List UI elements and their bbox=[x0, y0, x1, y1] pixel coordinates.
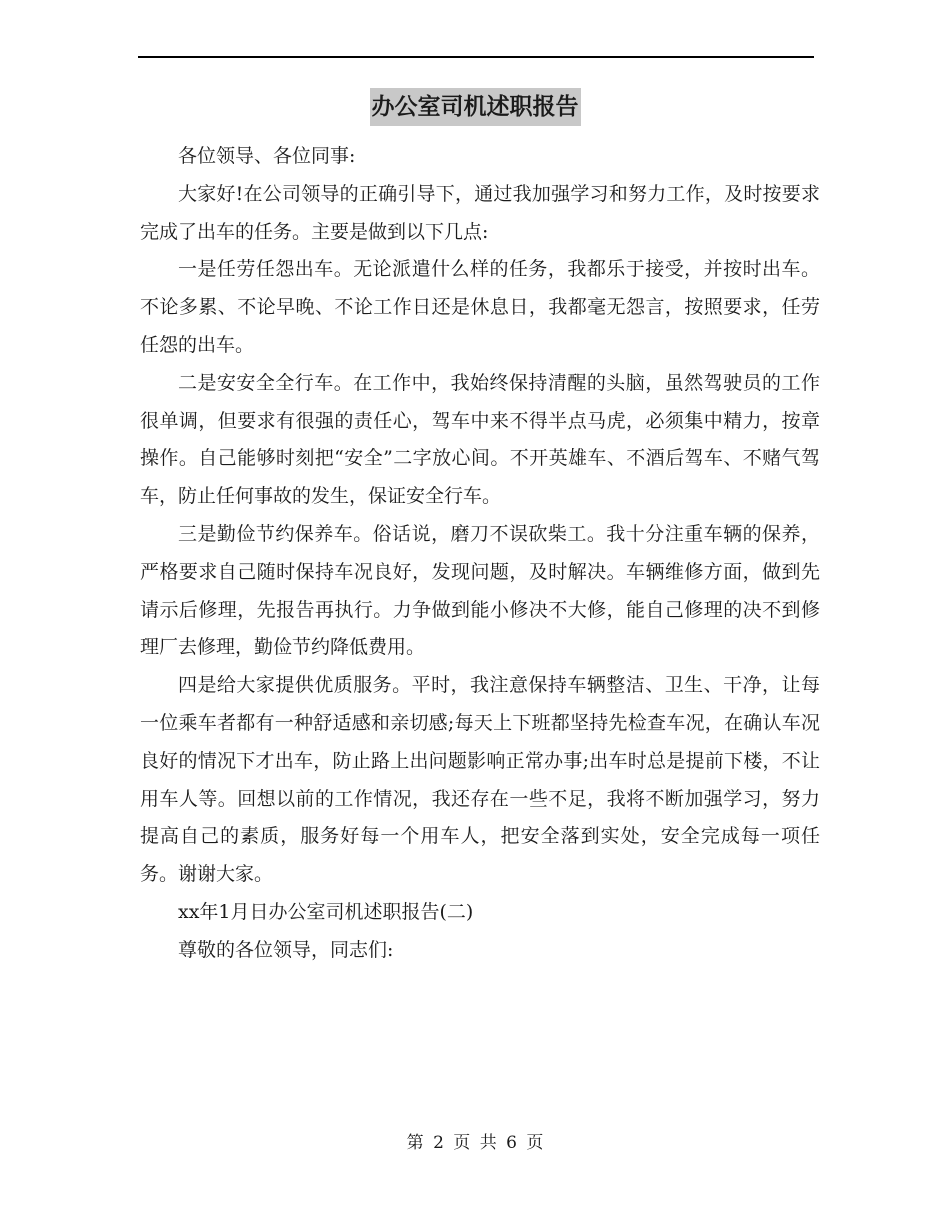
document-body bbox=[140, 138, 820, 970]
paragraph-point-1: 一是任劳任怨出车。无论派遣什么样的任务，我都乐于接受，并按时出车。不论多累、不论早晚、不论工作日还是休息日，我都毫无怨言，按照要求，任劳任怨的出车。 bbox=[140, 258, 820, 356]
header-rule bbox=[138, 56, 814, 58]
paragraph-point-4: 四是给大家提供优质服务。平时，我注意保持车辆整洁、卫生、干净，让每一位乘车者都有一种舒适感和亲切感;每天上下班都坚持先检查车况，在确认车况良好的情况下才出车，防止路上出问题影响正常办事;出车时总是提前下楼，不让用车人等。回想以前的工作情况，我还存在一些不足，我将不断加强学习，努力提高自己的素质，服务好每一个用车人，把安全落到实处，安全完成每一项任务。谢谢大家。 bbox=[140, 674, 820, 886]
page-number-footer: 第 2 页 共 6 页 bbox=[406, 1133, 544, 1153]
paragraph-intro: 大家好!在公司领导的正确引导下，通过我加强学习和努力工作，及时按要求完成了出车的任务。主要是做到以下几点: bbox=[140, 182, 820, 243]
salutation: 各位领导、各位同事: bbox=[178, 145, 356, 167]
paragraph-point-2: 二是安安全全行车。在工作中，我始终保持清醒的头脑，虽然驾驶员的工作很单调，但要求有很强的责任心，驾车中来不得半点马虎，必须集中精力，按章操作。自己能够时刻把“安全”二字放心间。不开英雄车、不酒后驾车、不赌气驾车，防止任何事故的发生，保证安全行车。 bbox=[140, 371, 820, 508]
title-container bbox=[0, 88, 950, 126]
salutation-2: 尊敬的各位领导，同志们: bbox=[178, 938, 394, 961]
paragraph-point-3: 三是勤俭节约保养车。俗话说，磨刀不误砍柴工。我十分注重车辆的保养，严格要求自己随时保持车况良好，发现问题，及时解决。车辆维修方面，做到先请示后修理，先报告再执行。力争做到能小修决不大修，能自己修理的决不到修理厂去修理，勤俭节约降低费用。 bbox=[140, 522, 820, 659]
document-title: 办公室司机述职报告 bbox=[370, 88, 581, 126]
section-heading-2: xx年1月日办公室司机述职报告(二) bbox=[178, 900, 474, 923]
